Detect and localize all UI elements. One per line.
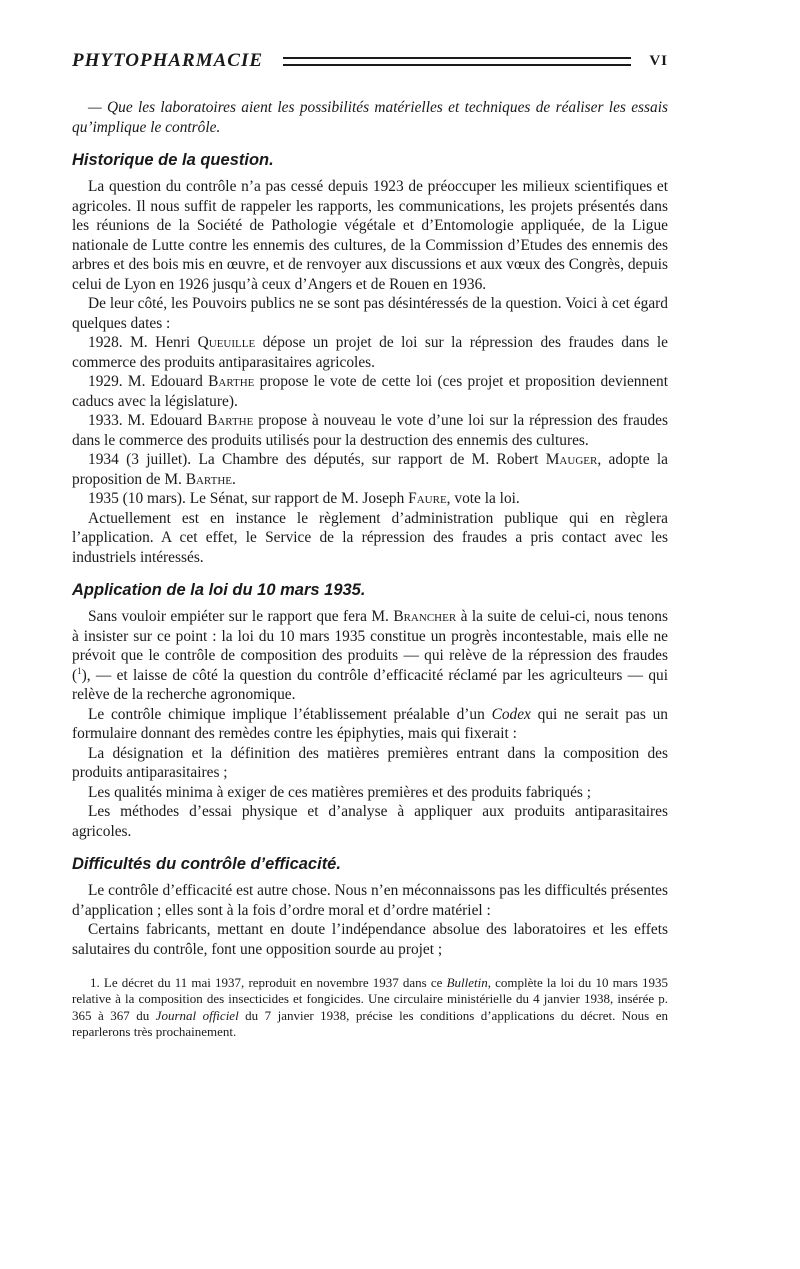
running-title: PHYTOPHARMACIE xyxy=(72,50,264,71)
paragraph: Les qualités minima à exiger de ces matières premières et des produits fabriqués ; xyxy=(88,783,592,801)
paragraph: Actuellement est en instance le règlement d’administration publique qui en règlera l’application. A cet effet, le Service de la répression des fraudes a pris contact avec les industriels intéressés. xyxy=(72,509,668,566)
paragraph: La question du contrôle n’a pas cessé depuis 1923 de préoccuper les milieux scientifiques et agricoles. Il nous suffit de rappeler les rapports, les communications, les projets présentés dans les réunions de la Société de Pathologie végétale et d’Entomologie appliquée, de la Ligue nationale de Lutte contre les ennemis des cultures, de la Commission d’Etudes des ennemis des arbres et des bois mis en œuvre, et de renvoyer aux discussions et aux vœux des Congrès, depuis celui de Lyon en 1926 jusqu’à ceux d’Angers et de Rouen en 1936. xyxy=(72,178,668,293)
date-entry-1929: 1929. M. Edouard Barthe propose le vote de cette loi (ces projet et proposition deviennent caducs avec la législature). xyxy=(72,373,668,410)
date-entry-1928: 1928. M. Henri Queuille dépose un projet de loi sur la répression des fraudes dans le commerce des produits antiparasitaires agricoles. xyxy=(72,334,668,371)
section-heading-difficultes: Difficultés du contrôle d’efficacité. xyxy=(72,855,341,873)
paragraph: Certains fabricants, mettant en doute l’indépendance absolue des laboratoires et les effets salutaires du contrôle, font une opposition sourde au projet ; xyxy=(72,921,668,958)
person-name: Queuille xyxy=(197,334,256,351)
page-number: VI xyxy=(649,52,668,69)
paragraph: Sans vouloir empiéter sur le rapport que fera M. Brancher à la suite de celui-ci, nous tenons à insister sur ce point : la loi du 10 mars 1935 constitue un progrès incontestable, mais elle ne prévoit que le contrôle de composition des produits — qui relève de la répression des fraudes ($^1$), — et laisse de côté la question du contrôle d’efficacité réclamé par les agriculteurs — qui relève de la recherche agronomique. xyxy=(72,608,668,703)
paragraph: De leur côté, les Pouvoirs publics ne se sont pas désintéressés de la question. Voici à cet égard quelques dates : xyxy=(72,295,668,332)
document-page xyxy=(72,50,668,1040)
footnote-text: 1. Le décret du 11 mai 1937, reproduit en novembre 1937 dans ce Bulletin, complète la loi du 10 mars 1935 relative à la composition des insecticides et fongicides. Une circulaire ministérielle du 4 janvier 1938, insérée p. 365 à 367 du Journal officiel du 7 janvier 1938, précise les conditions d’applications du décret. Nous en reparlerons très prochainement. xyxy=(72,975,669,1039)
person-name: Barthe xyxy=(208,373,255,390)
person-name: Brancher xyxy=(393,608,457,625)
date-entry-1934: 1934 (3 juillet). La Chambre des députés, sur rapport de M. Robert Mauger, adopte la proposition de M. Barthe. xyxy=(72,451,668,488)
footnote-ref: 1 xyxy=(77,665,82,676)
paragraph: Le contrôle chimique implique l’établissement préalable d’un Codex qui ne serait pas un formulaire donnant des remèdes contre les épiphyties, mais qui fixerait : xyxy=(72,705,668,742)
page-header xyxy=(72,50,668,72)
person-name: Mauger xyxy=(545,451,598,468)
header-double-rule xyxy=(283,57,631,66)
person-name: Barthe xyxy=(207,412,254,429)
person-name: Faure xyxy=(408,490,447,507)
paragraph: La désignation et la définition des matières premières entrant dans la composition des produits antiparasitaires ; xyxy=(72,744,668,781)
footnote xyxy=(72,975,668,1040)
intro-paragraph: — Que les laboratoires aient les possibilités matérielles et techniques de réaliser les essais qu’implique le contrôle. xyxy=(72,99,668,136)
date-entry-1933: 1933. M. Edouard Barthe propose à nouveau le vote d’une loi sur la répression des fraudes dans le commerce des produits utilisés pour la destruction des ennemis des cultures. xyxy=(72,412,669,449)
emphasis: Codex xyxy=(491,705,531,723)
section-heading-application: Application de la loi du 10 mars 1935. xyxy=(72,581,366,599)
person-name: Barthe xyxy=(185,470,232,488)
paragraph: Les méthodes d’essai physique et d’analyse à appliquer aux produits antiparasitaires agricoles. xyxy=(72,803,668,840)
paragraph: Le contrôle d’efficacité est autre chose. Nous n’en méconnaissons pas les difficultés présentes d’application ; elles sont à la fois d’ordre moral et d’ordre matériel : xyxy=(72,882,668,919)
section-heading-historique: Historique de la question. xyxy=(72,151,274,169)
date-entry-1935: 1935 (10 mars). Le Sénat, sur rapport de M. Joseph Faure, vote la loi. xyxy=(88,490,520,507)
